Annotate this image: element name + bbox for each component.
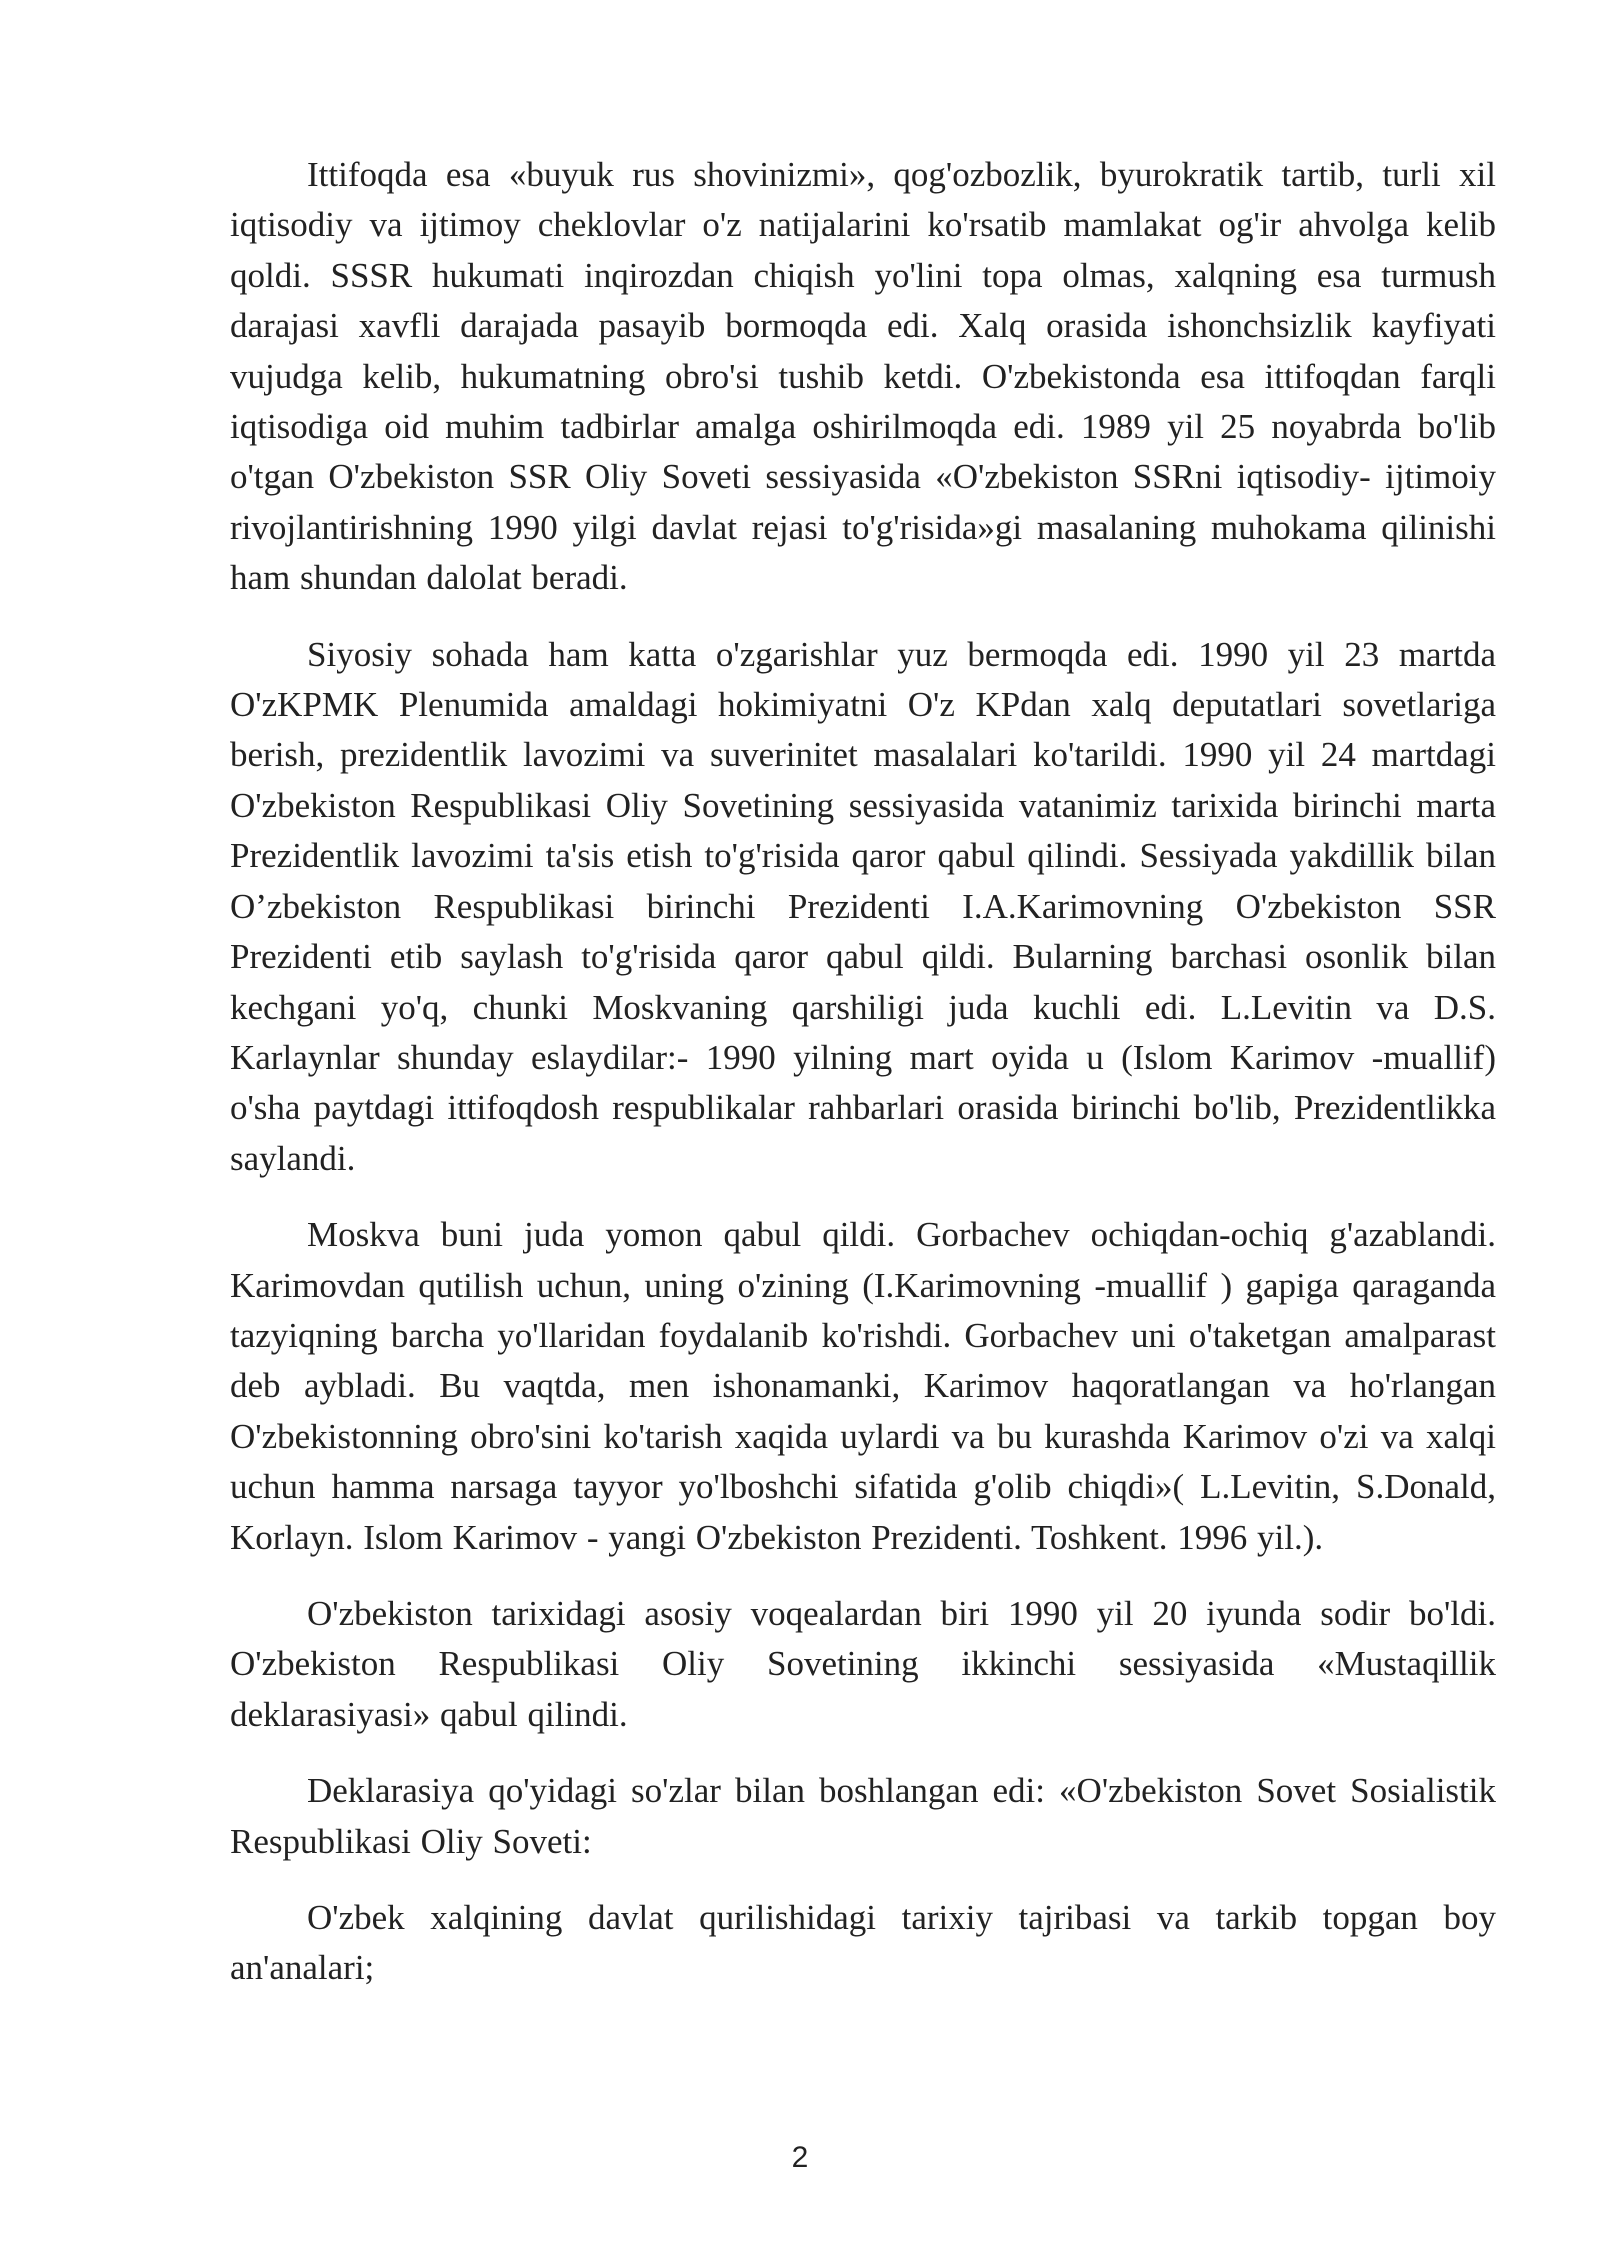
- page-number: 2: [791, 2141, 809, 2174]
- paragraph-4: O'zbekiston tarixidagi asosiy voqealardan biri 1990 yil 20 iyunda sodir bo'ldi. O'zbekiston Respublikasi Oliy Sovetining ikkinchi sessiyasida «Mustaqillik deklarasiyasi» qabul qilindi.: [230, 1593, 1496, 1734]
- paragraph-3: Moskva buni juda yomon qabul qildi. Gorbachev ochiqdan-ochiq g'azablandi. Karimovdan qutilish uchun, uning o'zining (I.Karimovning -muallif ) gapiga qaraganda tazyiqning barcha yo'llaridan foydalanib ko'rishdi. Gorbachev uni o'taketgan amalparast deb aybladi. Bu vaqtda, men ishonamanki, Karimov haqoratlangan va ho'rlangan O'zbekistonning obro'sini ko'tarish xaqida uylardi va bu kurashda Karimov o'zi va xalqi uchun hamma narsaga tayyor yo'lboshchi sifatida g'olib chiqdi»( L.Levitin, S.Donald, Korlayn. Islom Karimov - yangi O'zbekiston Prezidenti. Toshkent. 1996 yil.).: [230, 1215, 1496, 1557]
- paragraph-5: Deklarasiya qo'yidagi so'zlar bilan boshlangan edi: «O'zbekiston Sovet Sosialistik Respublikasi Oliy Soveti:: [230, 1771, 1496, 1861]
- document-body: [230, 150, 1496, 2020]
- paragraph-1: Ittifoqda esa «buyuk rus shovinizmi», qog'ozbozlik, byurokratik tartib, turli xil iqtisodiy va ijtimoy cheklovlar o'z natijalarini ko'rsatib mamlakat og'ir ahvolga kelib qoldi. SSSR hukumati inqirozdan chiqish yo'lini topa olmas, xalqning esa turmush darajasi xavfli darajada pasayib bormoqda edi. Xalq orasida ishonchsizlik kayfiyati vujudga kelib, hukumatning obro'si tushib ketdi. O'zbekistonda esa ittifoqdan farqli iqtisodiga oid muhim tadbirlar amalga oshirilmoqda edi. 1989 yil 25 noyabrda bo'lib o'tgan O'zbekiston SSR Oliy Soveti sessiyasida «O'zbekiston SSRni iqtisodiy- ijtimoiy rivojlantirishning 1990 yilgi davlat rejasi to'g'risida»gi masalaning muhokama qilinishi ham shundan dalolat beradi.: [230, 155, 1496, 598]
- paragraph-2: Siyosiy sohada ham katta o'zgarishlar yuz bermoqda edi. 1990 yil 23 martda O'zKPMK Plenumida amaldagi hokimiyatni O'z KPdan xalq deputatlari sovetlariga berish, prezidentlik lavozimi va suverinitet masalalari ko'tarildi. 1990 yil 24 martdagi O'zbekiston Respublikasi Oliy Sovetining sessiyasida vatanimiz tarixida birinchi marta Prezidentlik lavozimi ta'sis etish to'g'risida qaror qabul qilindi. Sessiyada yakdillik bilan O’zbekiston Respublikasi birinchi Prezidenti I.A.Karimovning O'zbekiston SSR Prezidenti etib saylash to'g'risida qaror qabul qildi. Bularning barchasi osonlik bilan kechgani yo'q, chunki Moskvaning qarshiligi juda kuchli edi. L.Levitin va D.S. Karlaynlar shunday eslaydilar:- 1990 yilning mart oyida u (Islom Karimov -muallif) o'sha paytdagi ittifoqdosh respublikalar rahbarlari orasida birinchi bo'lib, Prezidentlikka saylandi.: [230, 634, 1496, 1178]
- paragraph-6: O'zbek xalqining davlat qurilishidagi tarixiy tajribasi va tarkib topgan boy an'analari;: [230, 1898, 1496, 1988]
